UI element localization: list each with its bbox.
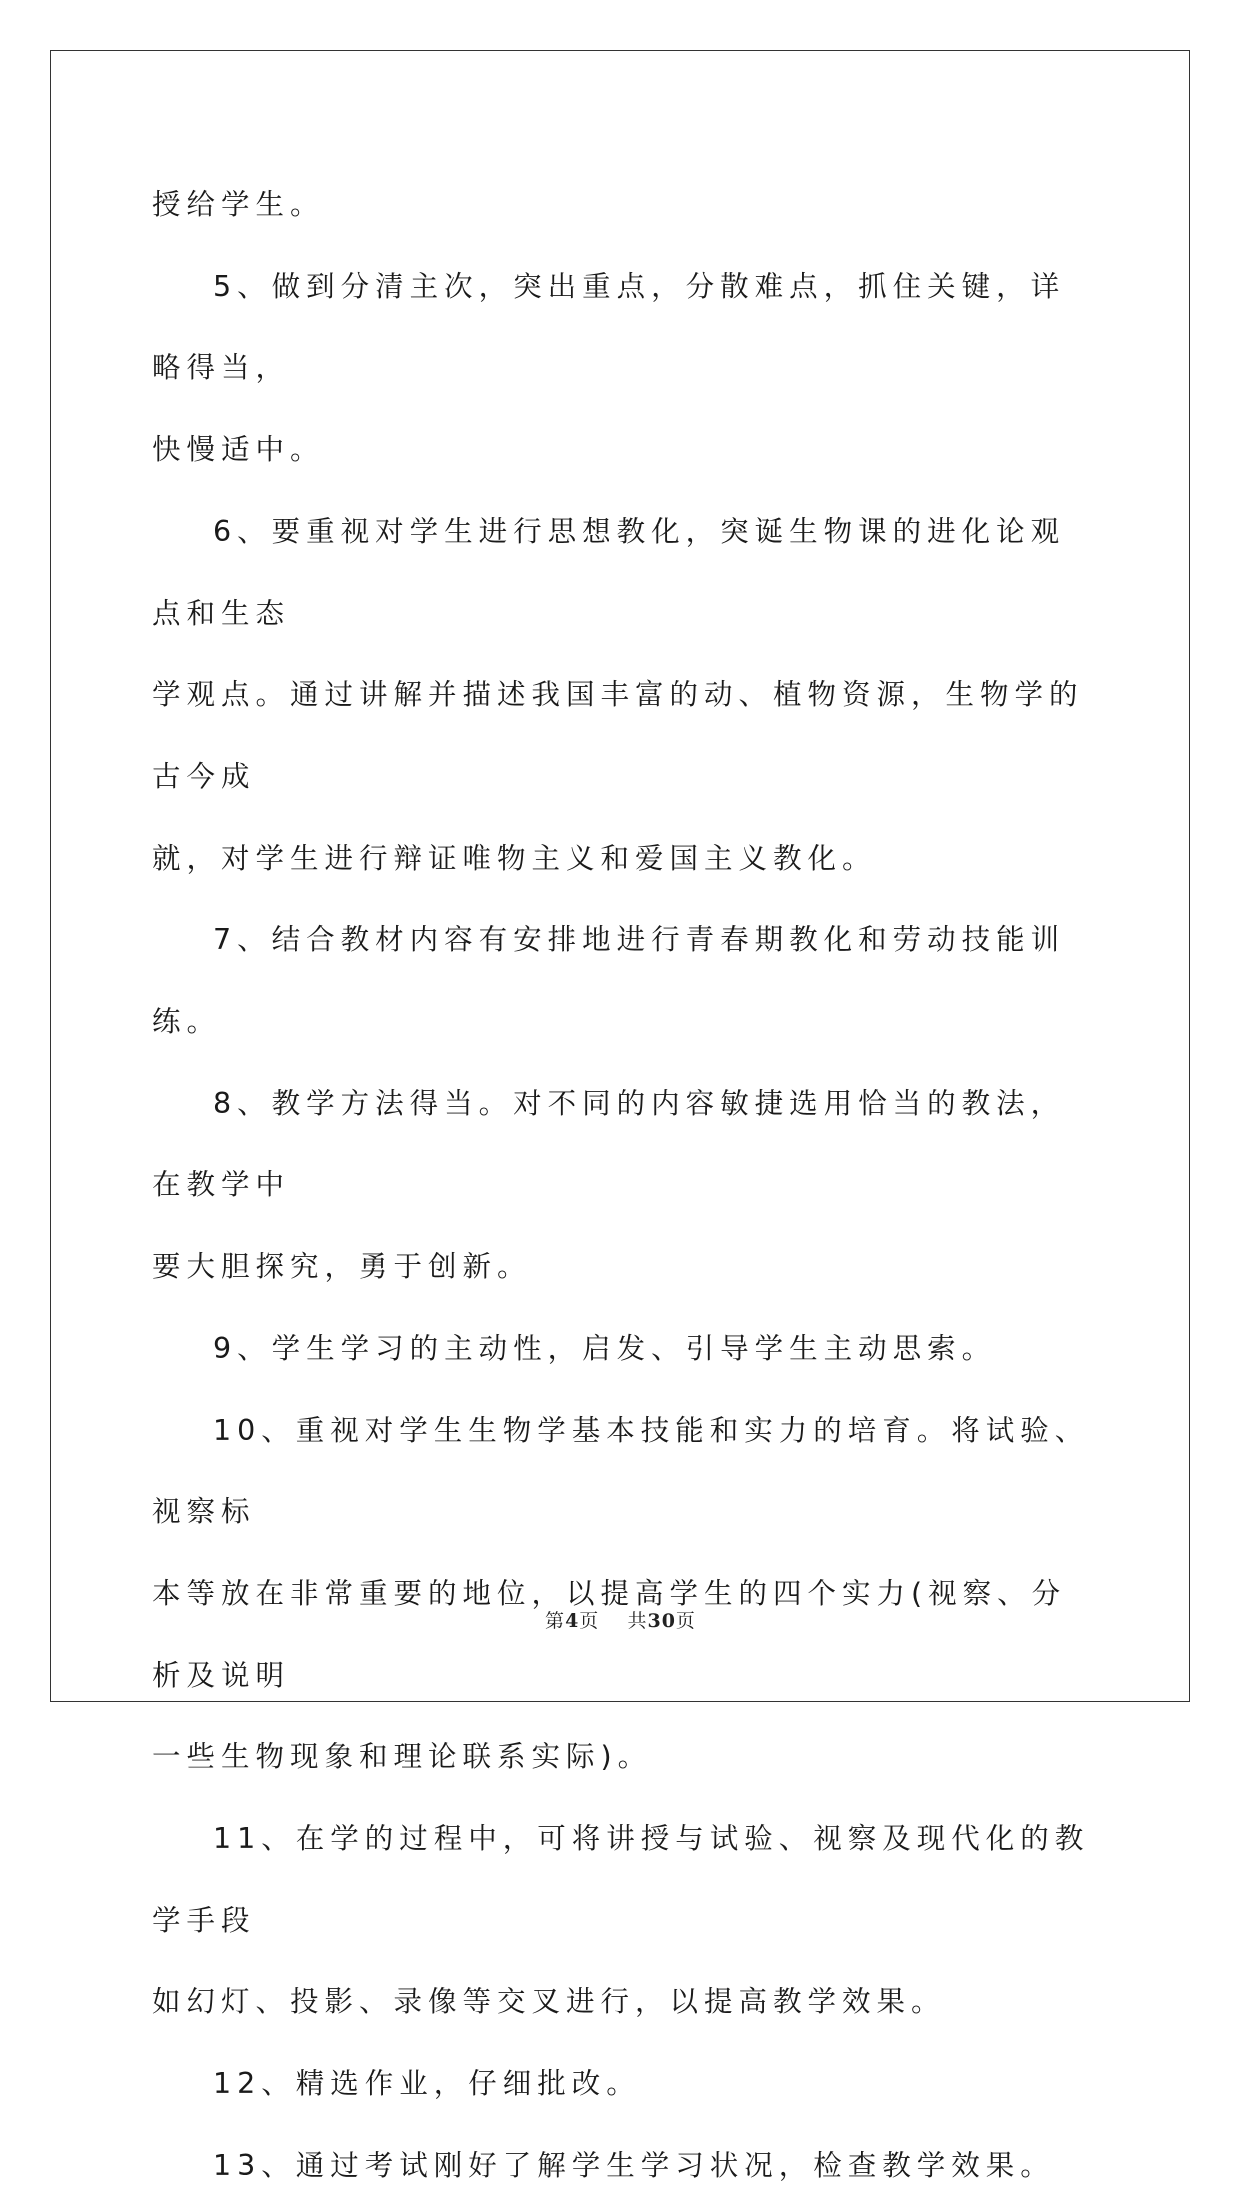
paragraph: 10、重视对学生生物学基本技能和实力的培育。将试验、视察标 本等放在非常重要的地位，以提高学生的四个实力(视察、分析及说明 一些生物现象和理论联系实际)。 <box>152 1413 1090 1774</box>
paragraph: 6、要重视对学生进行思想教化，突诞生物课的进化论观点和生态 学观点。通过讲解并描述我国丰富的动、植物资源，生物学的古今成 就，对学生进行辩证唯物主义和爱国主义教化。 <box>152 514 1084 875</box>
paragraph: 11、在学的过程中，可将讲授与试验、视察及现代化的教学手段 如幻灯、投影、录像等交叉进行，以提高教学效果。 <box>152 1822 1090 2019</box>
total-page-count: 30 <box>647 1610 676 1632</box>
paragraph: 9、学生学习的主动性，启发、引导学生主动思索。 <box>213 1331 997 1365</box>
paragraph: 13、通过考试刚好了解学生学习状况，检查教学效果。 <box>213 2148 1055 2182</box>
paragraph: 12、精选作业，仔细批改。 <box>213 2067 641 2101</box>
paragraph: 5、做到分清主次，突出重点，分散难点，抓住关键，详略得当， 快慢适中。 <box>152 269 1066 467</box>
paragraph: 7、结合教材内容有安排地进行青春期教化和劳动技能训练。 <box>152 923 1066 1039</box>
paragraph: 授给学生。 <box>152 188 325 221</box>
current-page-number: 4 <box>565 1610 580 1632</box>
document-body <box>152 164 1092 2207</box>
page-number-footer: 第4页 共30页 <box>545 1610 696 1632</box>
paragraph: 8、教学方法得当。对不同的内容敏捷选用恰当的教法，在教学中 要大胆探究，勇于创新。 <box>152 1086 1066 1284</box>
